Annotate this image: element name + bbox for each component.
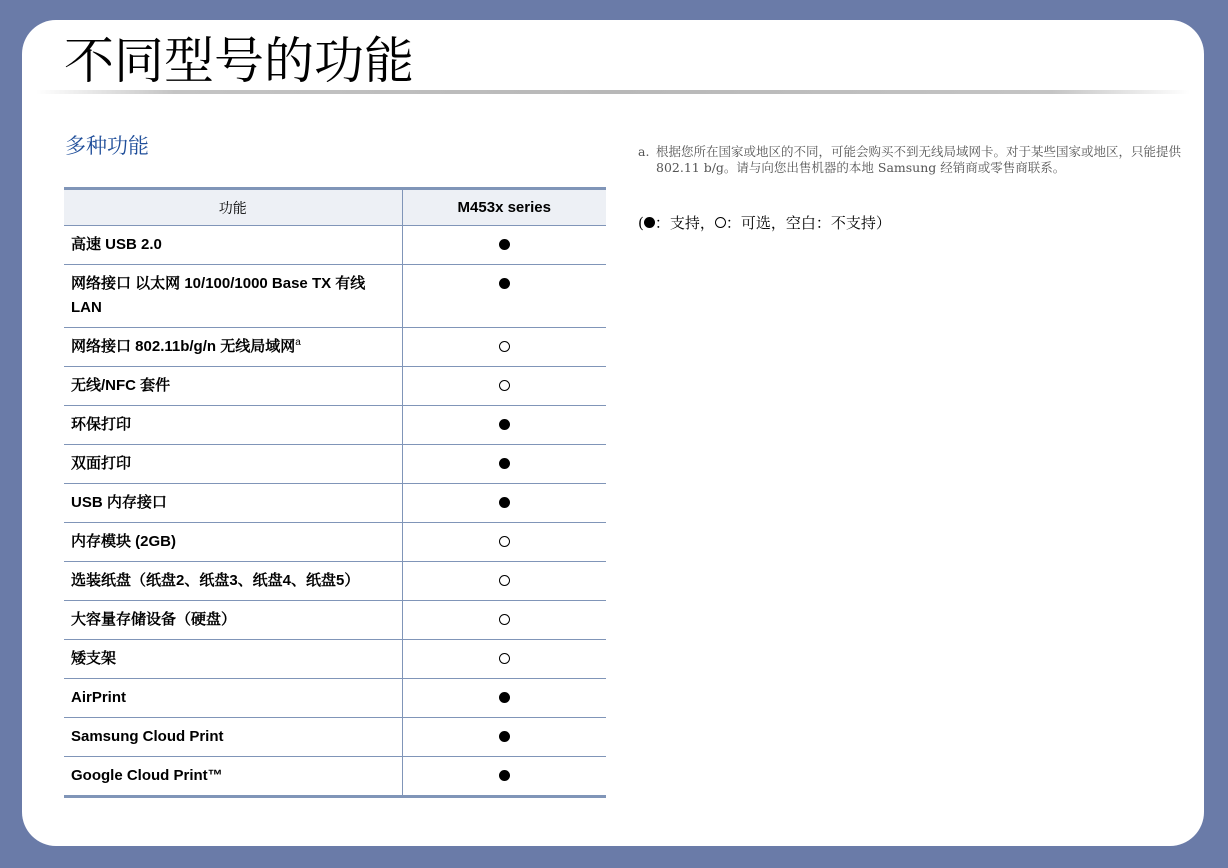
- feature-cell: [64, 367, 402, 406]
- table-header-row: [64, 189, 606, 226]
- empty-circle-icon: [499, 380, 510, 391]
- filled-circle-icon: [499, 458, 510, 469]
- feature-cell: [64, 226, 402, 265]
- header-model: M453x series: [402, 189, 606, 226]
- feature-cell: [64, 679, 402, 718]
- footnote-text: 根据您所在国家或地区的不同，可能会购买不到无线局域网卡。对于某些国家或地区，只能提供 802.11 b/g。请与向您出售机器的本地 Samsung 经销商或零售商联系。: [656, 144, 1182, 175]
- table-row: [64, 226, 606, 265]
- filled-circle-icon: [499, 419, 510, 430]
- support-cell: [402, 226, 606, 265]
- feature-label: 双面打印: [71, 455, 132, 472]
- support-cell: [402, 523, 606, 562]
- support-cell: [402, 640, 606, 679]
- feature-label: AirPrint: [71, 689, 127, 706]
- filled-circle-icon: [499, 770, 510, 781]
- support-cell: [402, 757, 606, 797]
- legend-optional-text: ：可选，空白：不支持）: [725, 214, 891, 232]
- table-row: [64, 679, 606, 718]
- empty-circle-icon: [715, 217, 726, 228]
- feature-label: 环保打印: [71, 416, 132, 433]
- header-feature: 功能: [64, 189, 402, 226]
- table-row: [64, 406, 606, 445]
- filled-circle-icon: [499, 278, 510, 289]
- feature-label: 网络接口 802.11b/g/n 无线局域网: [71, 338, 296, 355]
- document-page: [22, 20, 1204, 846]
- support-cell: [402, 367, 606, 406]
- section-heading: 多种功能: [65, 134, 149, 158]
- feature-label: USB 内存接口: [71, 494, 167, 511]
- support-legend: [638, 212, 891, 233]
- table-row: [64, 562, 606, 601]
- table-row: [64, 367, 606, 406]
- table-row: [64, 718, 606, 757]
- feature-label: 无线/NFC 套件: [71, 377, 171, 394]
- feature-cell: [64, 601, 402, 640]
- empty-circle-icon: [499, 575, 510, 586]
- feature-cell: [64, 445, 402, 484]
- footnote-marker: a.: [638, 144, 650, 159]
- table-row: [64, 523, 606, 562]
- feature-table: [64, 187, 606, 798]
- feature-label: 网络接口 以太网 10/100/1000 Base TX 有线 LAN: [71, 275, 366, 316]
- support-cell: [402, 406, 606, 445]
- title-divider: [36, 90, 1190, 94]
- table-row: [64, 484, 606, 523]
- table-row: [64, 757, 606, 797]
- feature-cell: [64, 523, 402, 562]
- table-row: [64, 445, 606, 484]
- table-row: [64, 640, 606, 679]
- feature-label: 矮支架: [71, 650, 117, 667]
- feature-cell: [64, 484, 402, 523]
- filled-circle-icon: [499, 497, 510, 508]
- feature-cell: [64, 265, 402, 328]
- feature-cell: [64, 757, 402, 797]
- filled-circle-icon: [499, 731, 510, 742]
- support-cell: [402, 484, 606, 523]
- empty-circle-icon: [499, 341, 510, 352]
- support-cell: [402, 265, 606, 328]
- feature-cell: [64, 328, 402, 367]
- table-row: [64, 265, 606, 328]
- empty-circle-icon: [499, 536, 510, 547]
- support-cell: [402, 718, 606, 757]
- footnote: [638, 144, 1182, 176]
- filled-circle-icon: [499, 692, 510, 703]
- feature-cell: [64, 640, 402, 679]
- filled-circle-icon: [499, 239, 510, 250]
- feature-label: 大容量存储设备（硬盘）: [71, 611, 237, 628]
- empty-circle-icon: [499, 614, 510, 625]
- legend-supported-text: ：支持，: [654, 214, 715, 232]
- empty-circle-icon: [499, 653, 510, 664]
- page-title: 不同型号的功能: [64, 32, 414, 90]
- feature-cell: [64, 562, 402, 601]
- feature-label: Google Cloud Print™: [71, 767, 223, 784]
- table-row: [64, 601, 606, 640]
- feature-label: Samsung Cloud Print: [71, 728, 224, 745]
- support-cell: [402, 679, 606, 718]
- feature-cell: [64, 718, 402, 757]
- support-cell: [402, 328, 606, 367]
- feature-cell: [64, 406, 402, 445]
- filled-circle-icon: [644, 217, 655, 228]
- table-row: [64, 328, 606, 367]
- support-cell: [402, 445, 606, 484]
- feature-label: 高速 USB 2.0: [71, 236, 162, 253]
- feature-label: 选装纸盘（纸盘2、纸盘3、纸盘4、纸盘5）: [71, 572, 360, 589]
- legend-open-paren: (: [638, 214, 644, 232]
- feature-label: 内存模块 (2GB): [71, 533, 177, 550]
- footnote-reference: a: [295, 337, 301, 348]
- support-cell: [402, 562, 606, 601]
- support-cell: [402, 601, 606, 640]
